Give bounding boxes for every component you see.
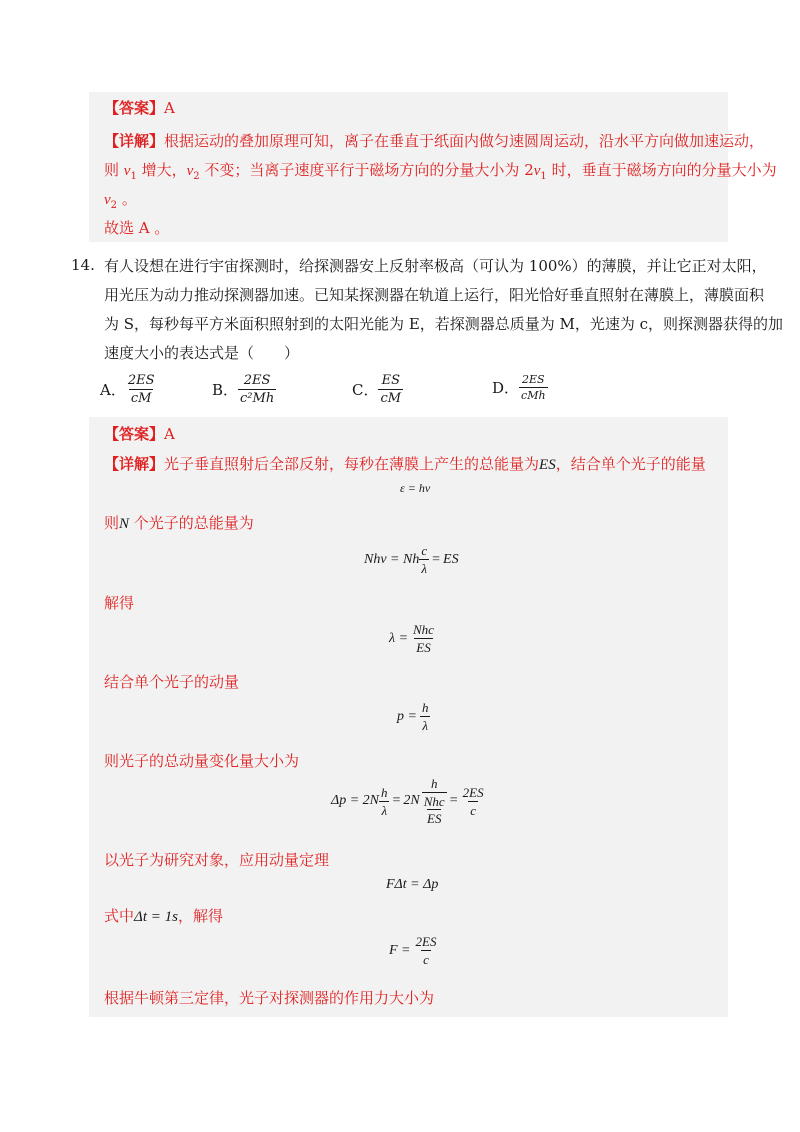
question-line-4: 速度大小的表达式是（ ） [104, 344, 300, 362]
equation-momentum-change: Δp = 2N $\frac{h}{\lambda}$ = 2N h Nhc ES = $\frac{2ES}{c}$ [331, 776, 484, 826]
previous-detail-line-1: 【详解】根据运动的叠加原理可知，离子在垂直于纸面内做匀速圆周运动，沿水平方向做加速运动， [104, 132, 765, 150]
previous-answer-line [104, 98, 175, 118]
solution-intro: 【详解】光子垂直照射后全部反射，每秒在薄膜上产生的总能量为ES，结合单个光子的能量 [104, 455, 706, 473]
solution-n-photons: 则N 个光子的总能量为 [104, 514, 254, 532]
solution-solve-1: 解得 [104, 594, 135, 612]
option-label: D． [492, 378, 520, 397]
answer-label: 【答案】 [104, 425, 165, 443]
option-d [492, 373, 548, 402]
equation-wavelength: λ = $\frac{\text{Nhc}}{ES}$ [389, 622, 434, 655]
answer-value: A [164, 99, 175, 117]
previous-detail-line-2: 则 $v_1$ 增大，$v_2$ 不变；当离子速度平行于磁场方向的分量大小为 $2v_1$ 时，垂直于磁场方向的分量大小为 [104, 161, 777, 182]
equation-momentum: p = $\frac{h}{\lambda}$ [397, 700, 429, 733]
equation-impulse: FΔt = Δp [386, 877, 439, 892]
equation-photon-energy: ε = hν [400, 481, 431, 495]
solution-theorem-intro: 以光子为研究对象，应用动量定理 [104, 851, 330, 869]
question-line-3: 为 S，每秒每平方米面积照射到的太阳光能为 E，若探测器总质量为 M，光速为 c，则探测器获得的加 [104, 315, 784, 333]
option-fraction: $\frac{ES}{cM}$ [380, 373, 402, 406]
previous-detail-line-3: $v_2$ 。 [104, 190, 137, 211]
solution-delta-intro: 则光子的总动量变化量大小为 [104, 752, 300, 770]
option-label: C． [352, 380, 379, 399]
equation-force: F = $\frac{2ES}{c}$ [389, 934, 437, 967]
option-a [100, 373, 157, 406]
option-fraction: $\frac{2ES}{cM}$ [127, 373, 155, 406]
previous-conclusion: 故选 A 。 [104, 219, 170, 237]
option-c [352, 373, 403, 406]
solution-momentum-intro: 结合单个光子的动量 [104, 673, 240, 691]
solution-where: 式中Δt = 1s，解得 [104, 907, 223, 925]
detail-label: 【详解】 [104, 132, 165, 150]
answer-value: A [164, 425, 175, 443]
solution-newton: 根据牛顿第三定律，光子对探测器的作用力大小为 [104, 989, 435, 1007]
option-fraction: $\frac{2ES}{\text{c²Mh}}$ [240, 373, 275, 406]
question-number: 14. [71, 256, 95, 274]
question-line-1: 有人设想在进行宇宙探测时，给探测器安上反射率极高（可认为 100%）的薄膜，并让它正对太阳， [104, 257, 767, 275]
question-line-2: 用光压为动力推动探测器加速。已知某探测器在轨道上运行，阳光恰好垂直照射在薄膜上，薄膜面积 [104, 286, 765, 304]
answer-label: 【答案】 [104, 99, 165, 117]
detail-label: 【详解】 [104, 455, 165, 473]
option-label: B． [212, 380, 239, 399]
option-label: A． [100, 380, 126, 399]
option-b [212, 373, 276, 406]
equation-total-energy: Nhν = Nh $\frac{c}{\lambda}$ = ES [364, 543, 459, 576]
solution-answer-line [104, 424, 175, 444]
option-fraction: $\frac{2ES}{\text{cMh}}$ [521, 373, 546, 402]
